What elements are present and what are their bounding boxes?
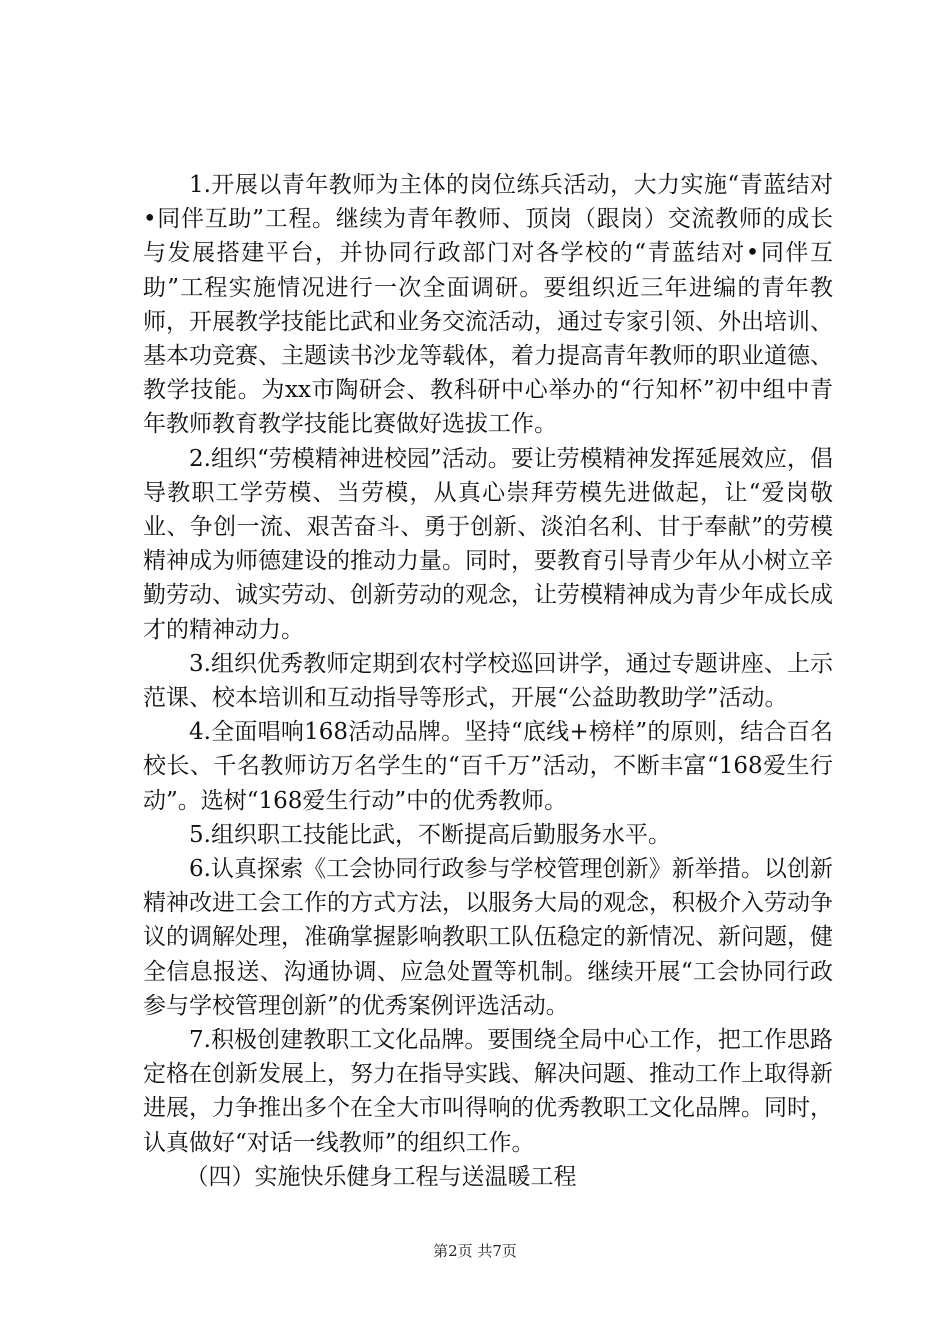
document-body — [143, 168, 833, 1194]
paragraph-item-7: 7.积极创建教职工文化品牌。要围绕全局中心工作，把工作思路定格在创新发展上，努力在指导实践、解决问题、推动工作上取得新进展，力争推出多个在全大市叫得响的优秀教职工文化品牌。同时，认真做好“对话一线教师”的组织工作。 — [143, 1027, 833, 1156]
page-footer — [0, 1240, 950, 1261]
paragraph-item-1: 1.开展以青年教师为主体的岗位练兵活动，大力实施“青蓝结对•同伴互助”工程。继续为青年教师、顶岗（跟岗）交流教师的成长与发展搭建平台，并协同行政部门对各学校的“青蓝结对•同伴互助”工程实施情况进行一次全面调研。要组织近三年进编的青年教师，开展教学技能比武和业务交流活动，通过专家引领、外出培训、基本功竞赛、主题读书沙龙等载体，着力提高青年教师的职业道德、教学技能。为xx市陶研会、教科研中心举办的“行知杯”初中组中青年教师教育教学技能比赛做好选拔工作。 — [143, 172, 833, 438]
paragraph-item-4: 4.全面唱响168活动品牌。坚持“底线+榜样”的原则，结合百名校长、千名教师访万名学生的“百千万”活动，不断丰富“168爱生行动”。选树“168爱生行动”中的优秀教师。 — [143, 719, 833, 814]
paragraph-item-3: 3.组织优秀教师定期到农村学校巡回讲学，通过专题讲座、上示范课、校本培训和互动指导等形式，开展“公益助教助学”活动。 — [143, 650, 833, 712]
page-number: 第2页 共7页 — [433, 1242, 517, 1260]
section-heading: （四）实施快乐健身工程与送温暖工程 — [185, 1163, 577, 1190]
paragraph-item-6: 6.认真探索《工会协同行政参与学校管理创新》新举措。以创新精神改进工会工作的方式方法，以服务大局的观念，积极介入劳动争议的调解处理，准确掌握影响教职工队伍稳定的新情况、新问题，健全信息报送、沟通协调、应急处置等机制。继续开展“工会协同行政参与学校管理创新”的优秀案例评选活动。 — [143, 856, 833, 1019]
paragraph-item-2: 2.组织“劳模精神进校园”活动。要让劳模精神发挥延展效应，倡导教职工学劳模、当劳模，从真心崇拜劳模先进做起，让“爱岗敬业、争创一流、艰苦奋斗、勇于创新、淡泊名利、甘于奉献”的劳模精神成为师德建设的推动力量。同时，要教育引导青少年从小树立辛勤劳动、诚实劳动、创新劳动的观念，让劳模精神成为青少年成长成才的精神动力。 — [143, 445, 833, 643]
paragraph-item-5: 5.组织职工技能比武，不断提高后勤服务水平。 — [189, 821, 671, 848]
